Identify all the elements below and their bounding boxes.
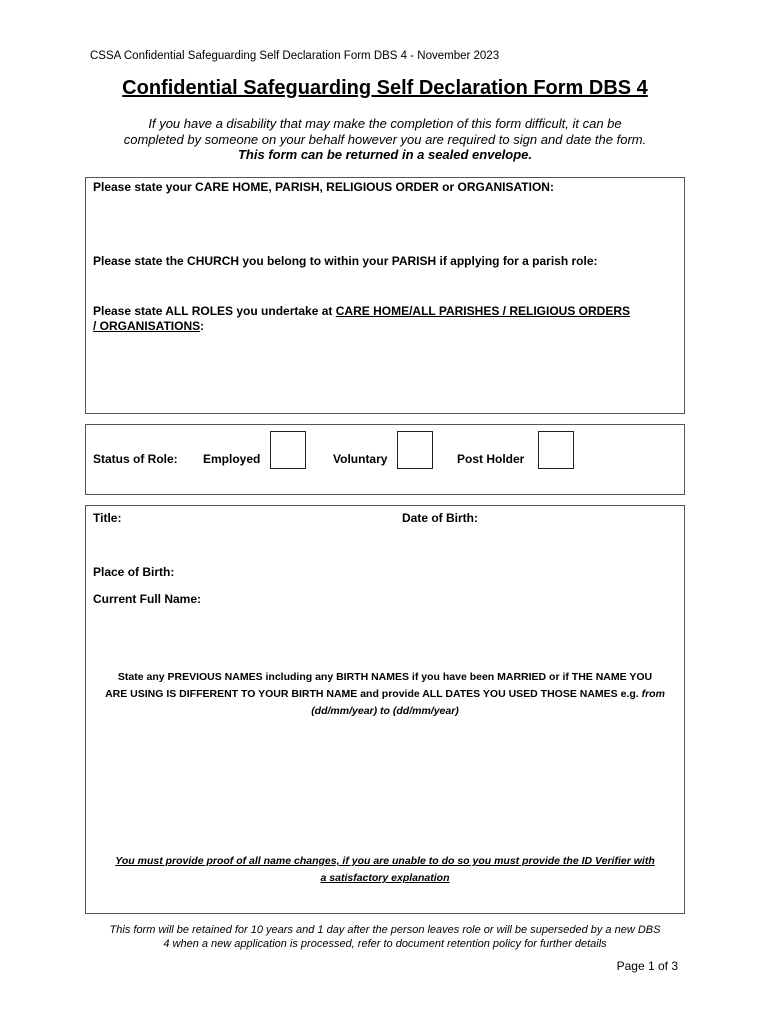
title-label: Title: bbox=[93, 511, 122, 525]
post-holder-checkbox[interactable] bbox=[538, 431, 574, 469]
status-option-post-holder: Post Holder bbox=[457, 452, 525, 466]
previous-names-line-2-italic: from bbox=[638, 688, 665, 700]
intro-text bbox=[80, 116, 690, 163]
previous-names-line-3: (dd/mm/year) to (dd/mm/year) bbox=[311, 705, 459, 717]
previous-names-line-1: State any PREVIOUS NAMES including any BIRTH NAMES if you have been MARRIED or if THE NAME YOU bbox=[117, 671, 653, 683]
voluntary-checkbox[interactable] bbox=[397, 431, 433, 469]
church-label: Please state the CHURCH you belong to within your PARISH if applying for a parish role: bbox=[93, 254, 598, 268]
current-name-label: Current Full Name: bbox=[93, 592, 202, 606]
retention-notice bbox=[85, 923, 685, 951]
document-header: CSSA Confidential Safeguarding Self Declaration Form DBS 4 - November 2023 bbox=[90, 50, 500, 62]
organisation-label: Please state your CARE HOME, PARISH, RELIGIOUS ORDER or ORGANISATION: bbox=[93, 180, 554, 194]
page-title: Confidential Safeguarding Self Declaration Form DBS 4 bbox=[122, 77, 648, 99]
roles-suffix: : bbox=[200, 319, 205, 333]
status-option-employed: Employed bbox=[203, 452, 261, 466]
employed-checkbox[interactable] bbox=[270, 431, 306, 469]
retention-line-2: 4 when a new application is processed, refer to document retention policy for further details bbox=[163, 938, 607, 950]
proof-notice bbox=[90, 853, 680, 887]
status-label: Status of Role: bbox=[93, 452, 178, 466]
status-section bbox=[85, 424, 685, 495]
organisation-section bbox=[85, 177, 685, 414]
proof-line-1: You must provide proof of all name changes, if you are unable to do so you must provide the ID Verifier with bbox=[115, 855, 655, 867]
intro-line-1: If you have a disability that may make the completion of this form difficult, it can be bbox=[148, 116, 622, 131]
intro-line-3: This form can be returned in a sealed envelope. bbox=[237, 147, 533, 162]
status-option-voluntary: Voluntary bbox=[333, 452, 388, 466]
intro-line-2: completed by someone on your behalf however you are required to sign and date the form. bbox=[123, 131, 647, 147]
roles-prefix: Please state ALL ROLES you undertake at bbox=[93, 304, 336, 318]
page-number: Page 1 of 3 bbox=[616, 959, 678, 973]
previous-names-instructions bbox=[90, 669, 680, 720]
proof-line-2: a satisfactory explanation bbox=[320, 872, 450, 884]
retention-line-1: This form will be retained for 10 years and 1 day after the person leaves role or will be superseded by a new DBS bbox=[109, 924, 661, 936]
place-of-birth-label: Place of Birth: bbox=[93, 565, 175, 579]
dob-label: Date of Birth: bbox=[402, 511, 478, 525]
previous-names-line-2 bbox=[90, 686, 680, 703]
roles-underlined-1: CARE HOME/ALL PARISHES / RELIGIOUS ORDERS bbox=[335, 304, 631, 318]
roles-underlined-2: / ORGANISATIONS bbox=[93, 319, 201, 333]
previous-names-line-2-main: ARE USING IS DIFFERENT TO YOUR BIRTH NAME and provide ALL DATES YOU USED THOSE NAMES e.g. bbox=[105, 688, 639, 700]
roles-label bbox=[93, 304, 630, 334]
